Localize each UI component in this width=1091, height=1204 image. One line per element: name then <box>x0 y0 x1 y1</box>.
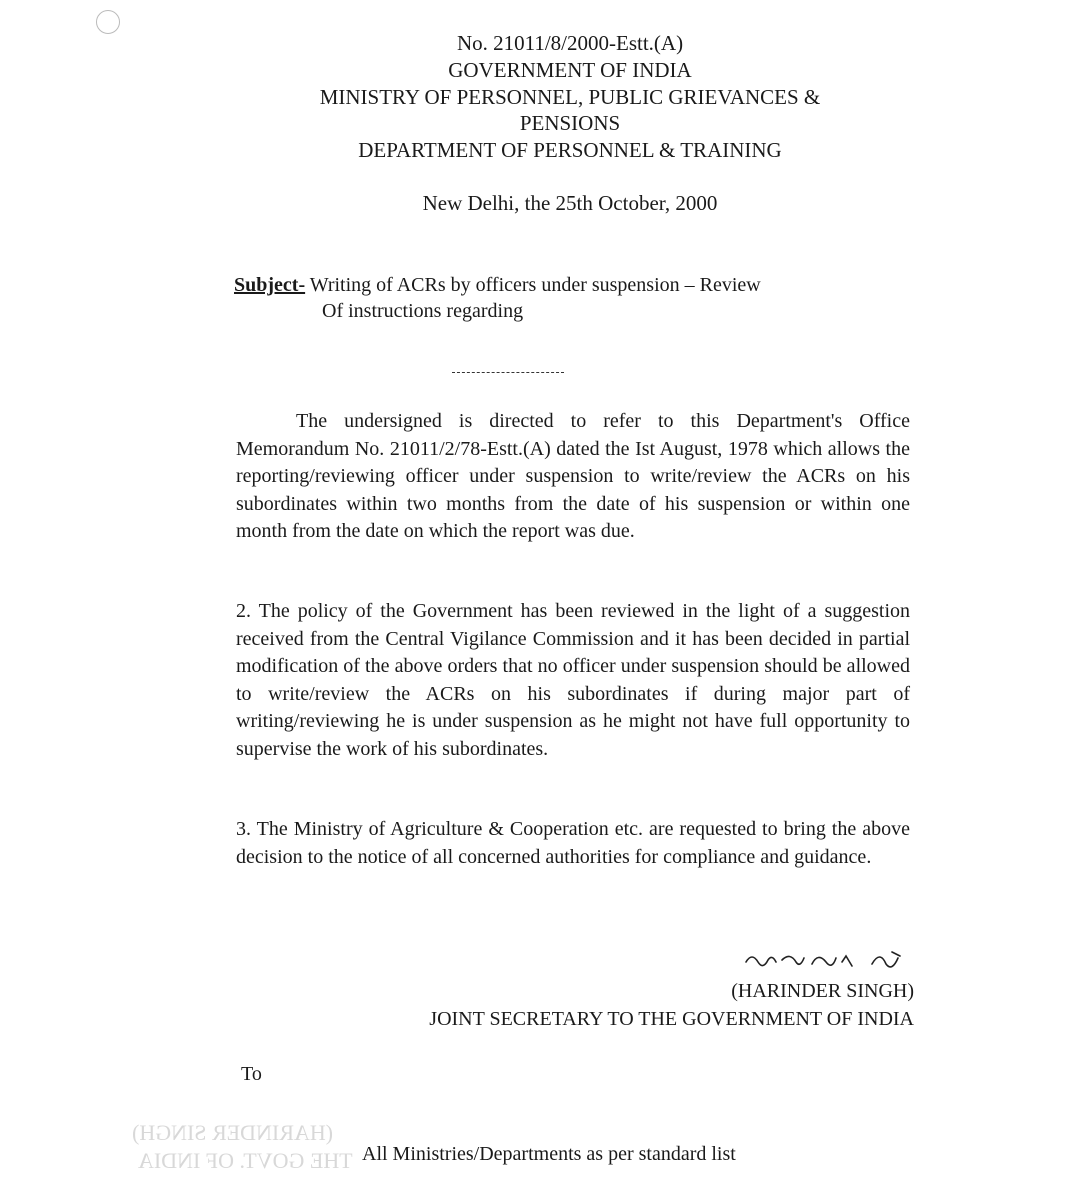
mirrored-stamp-title: THE GOVT. OF INDIA <box>138 1148 353 1173</box>
paragraph-2: 2. The policy of the Government has been reviewed in the light of a suggestion received from the Central Vigilance Commission and it has been decided in partial modification of the above orders that no officer under suspension should be allowed to write/review the ACRs on his subordinates if during major part of writing/reviewing he is under suspension as he might not have full opportunity to supervise the work of his subordinates. <box>236 600 910 760</box>
ministry-line-1: MINISTRY OF PERSONNEL, PUBLIC GRIEVANCES & <box>319 85 821 109</box>
distribution-list: All Ministries/Departments as per standard list <box>362 1143 736 1165</box>
government-of-india: GOVERNMENT OF INDIA <box>448 58 692 82</box>
handwritten-signature <box>742 944 912 974</box>
signatory-name: (HARINDER SINGH) <box>731 980 914 1002</box>
subject-line-2: Of instructions regarding <box>322 300 524 322</box>
subject-label: Subject- <box>234 274 306 296</box>
subject-line-1: Writing of ACRs by officers under suspension – Review <box>305 274 761 296</box>
paragraph-3: 3. The Ministry of Agriculture & Cooperation etc. are requested to bring the above decision to the notice of all concerned authorities for compliance and guidance. <box>236 818 910 868</box>
divider-line <box>452 372 564 373</box>
signatory-designation: JOINT SECRETARY TO THE GOVERNMENT OF INDIA <box>429 1008 914 1030</box>
department-name: DEPARTMENT OF PERSONNEL & TRAINING <box>358 138 782 162</box>
ministry-line-2: PENSIONS <box>519 111 621 135</box>
place-and-date: New Delhi, the 25th October, 2000 <box>422 191 718 215</box>
paragraph-1: The undersigned is directed to refer to this Department's Office Memorandum No. 21011/2/78-Estt.(A) dated the Ist August, 1978 which allows the reporting/reviewing officer under suspension to write/review the ACRs on his subordinates within two months from the date of his suspension or within one month from the date on which the report was due. <box>236 410 910 543</box>
subject-block <box>234 272 761 324</box>
file-number: No. 21011/8/2000-Estt.(A) <box>456 31 684 55</box>
mirrored-stamp-name: (HARINDER SINGH) <box>132 1120 334 1145</box>
to-label: To <box>241 1063 262 1085</box>
